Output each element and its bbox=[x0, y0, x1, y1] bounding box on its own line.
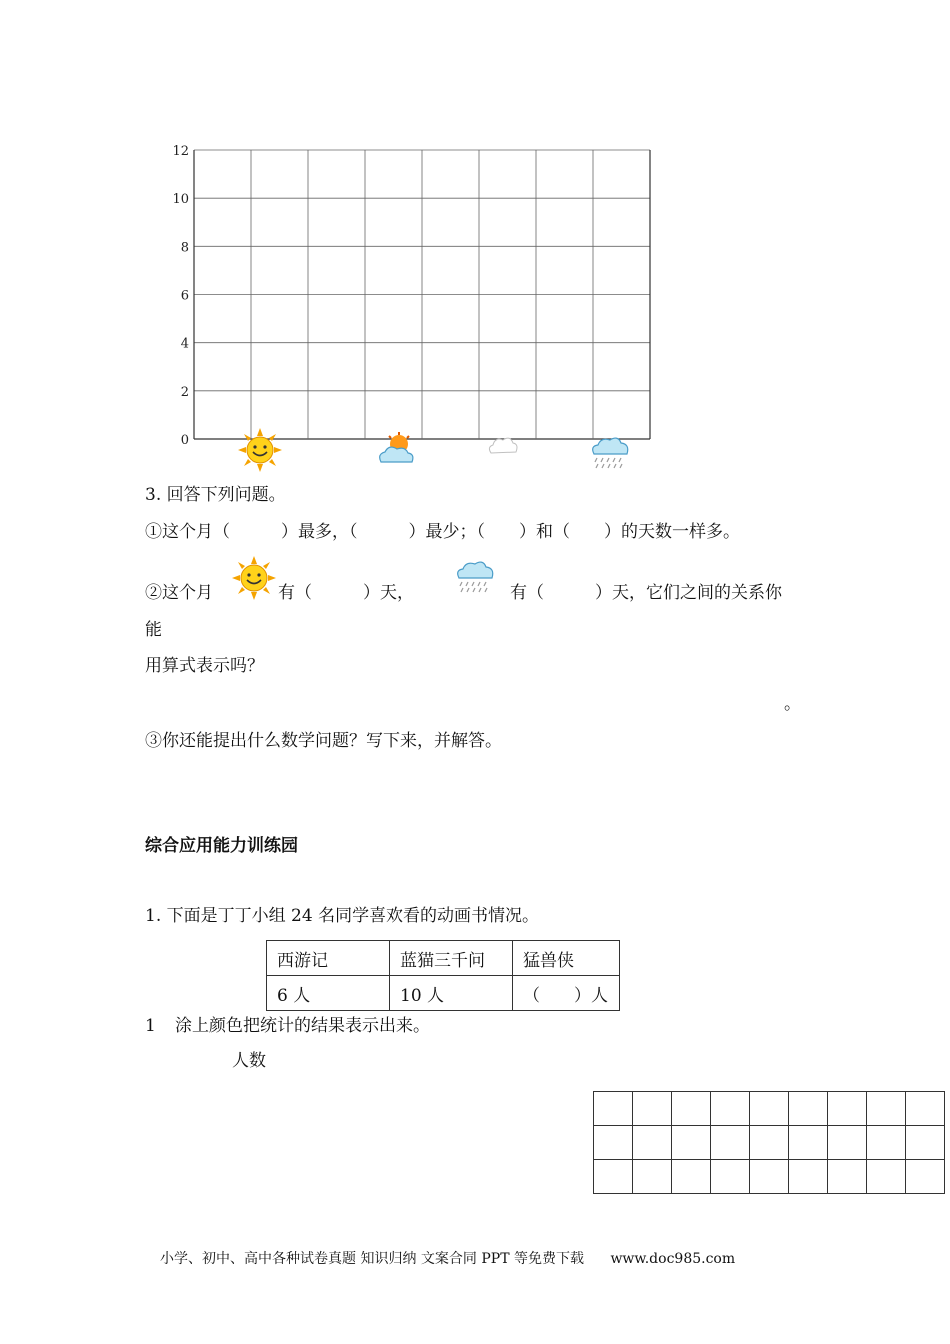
sub-question-text: 涂上颜色把统计的结果表示出来。 bbox=[175, 1016, 430, 1036]
y-tick-label: 12 bbox=[172, 144, 189, 159]
footer-url[interactable]: www.doc985.com bbox=[610, 1251, 736, 1267]
chart-grid bbox=[194, 150, 650, 439]
rain-cloud-icon bbox=[454, 558, 496, 596]
y-tick-label: 0 bbox=[180, 433, 189, 448]
partly-cloudy-icon bbox=[375, 432, 417, 470]
weather-chart bbox=[160, 140, 660, 480]
footer bbox=[160, 1248, 735, 1268]
answer-period: 。 bbox=[784, 694, 801, 714]
sub-question-number: 1 bbox=[145, 1016, 156, 1036]
question-3-part-2a: ②这个月 bbox=[145, 583, 213, 603]
cloud-icon bbox=[486, 432, 520, 458]
table-header-row bbox=[267, 941, 620, 976]
y-tick-label: 2 bbox=[180, 384, 189, 400]
y-axis-ticks bbox=[172, 144, 189, 448]
question-3-part-1: ①这个月（ ）最多，（ ）最少；（ ）和（ ）的天数一样多。 bbox=[145, 522, 740, 542]
sun-icon bbox=[238, 428, 282, 472]
blank-bar-grid bbox=[593, 1091, 945, 1194]
section-title: 综合应用能力训练园 bbox=[145, 836, 298, 856]
book-preference-table bbox=[266, 940, 620, 1011]
question-3-part-3: ③你还能提出什么数学问题？写下来，并解答。 bbox=[145, 731, 502, 751]
y-axis-label: 人数 bbox=[232, 1051, 266, 1071]
y-tick-label: 6 bbox=[180, 288, 189, 304]
table-cell: 6 人 bbox=[267, 976, 390, 1011]
y-tick-label: 10 bbox=[172, 192, 189, 208]
table-header-cell: 西游记 bbox=[267, 941, 390, 976]
table-row bbox=[267, 976, 620, 1011]
question-3-part-2c: 有（ ）天，它们之间的关系你 bbox=[510, 583, 782, 603]
table-cell-blank: （ ）人 bbox=[513, 976, 620, 1011]
question-3-part-2d: 能 bbox=[145, 620, 162, 640]
y-tick-label: 8 bbox=[180, 240, 189, 256]
question-3-heading: 3. 回答下列问题。 bbox=[145, 485, 286, 505]
question-3-part-2b: 有（ ）天， bbox=[278, 583, 414, 603]
sun-icon bbox=[232, 556, 276, 600]
table-cell: 10 人 bbox=[390, 976, 513, 1011]
table-header-cell: 蓝猫三千问 bbox=[390, 941, 513, 976]
footer-text: 小学、初中、高中各种试卷真题 知识归纳 文案合同 PPT 等免费下载 bbox=[160, 1251, 584, 1267]
rain-cloud-icon bbox=[589, 434, 631, 472]
question-1-intro: 1. 下面是丁丁小组 24 名同学喜欢看的动画书情况。 bbox=[145, 906, 540, 926]
y-tick-label: 4 bbox=[180, 336, 189, 352]
question-3-part-2e: 用算式表示吗？ bbox=[145, 656, 264, 676]
table-header-cell: 猛兽侠 bbox=[513, 941, 620, 976]
